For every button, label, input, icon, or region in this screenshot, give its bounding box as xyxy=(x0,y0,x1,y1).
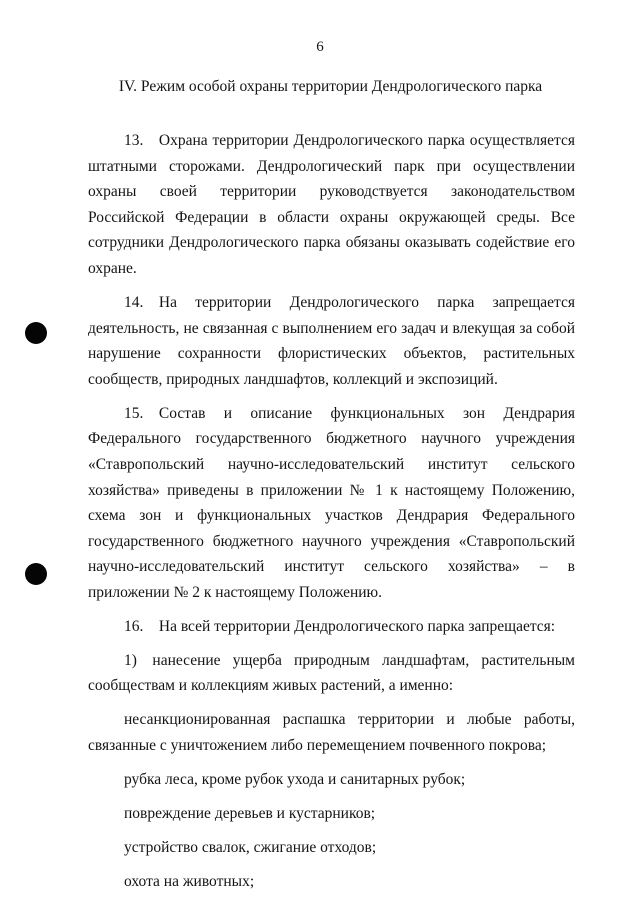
document-body xyxy=(88,128,575,903)
paragraph-14: 14. На территории Дендрологического парка запрещается деятельность, не связанная с выполнением его задач и влекущая за собой нарушение сохранности флористических объектов, растительных сообществ, природных ландшафтов, коллекций и экспозиций. xyxy=(88,293,575,388)
punch-hole-lower xyxy=(25,563,47,585)
list-item: рубка леса, кроме рубок ухода и санитарных рубок; xyxy=(124,771,466,788)
page-number: 6 xyxy=(316,39,324,55)
paragraph-16: 16. На всей территории Дендрологического парка запрещается: xyxy=(124,617,556,635)
list-item: охота на животных; xyxy=(124,872,255,890)
list-item: повреждение деревьев и кустарников; xyxy=(124,804,376,822)
subparagraph-1: 1) нанесение ущерба природным ландшафтам, растительным сообществам и коллекциям живых растений, а именно: xyxy=(88,651,575,695)
section-heading: IV. Режим особой охраны территории Дендрологического парка xyxy=(118,78,543,95)
paragraph-13: 13. Охрана территории Дендрологического парка осуществляется штатными сторожами. Дендрологический парк при осуществлении охраны своей территории руководствуется законодательством Российской Федерации в области охраны окружающей среды. Все сотрудники Дендрологического парка обязаны оказывать содействие его охране. xyxy=(88,132,575,277)
paragraph-15: 15. Состав и описание функциональных зон Дендрария Федерального государственного бюджетного научного учреждения «Ставропольский научно-исследовательский институт сельского хозяйства» приведены в приложении № 1 к настоящему Положению, схема зон и функциональных участков Дендрария Федерального государственного бюджетного научного учреждения «Ставропольский научно-исследовательский институт сельского хозяйства» – в приложении № 2 к настоящему Положению. xyxy=(88,404,575,601)
punch-hole-upper xyxy=(25,322,47,344)
list-item: несанкционированная распашка территории и любые работы, связанные с уничтожением либо перемещением почвенного покрова; xyxy=(88,711,575,755)
list-item: устройство свалок, сжигание отходов; xyxy=(124,838,377,856)
